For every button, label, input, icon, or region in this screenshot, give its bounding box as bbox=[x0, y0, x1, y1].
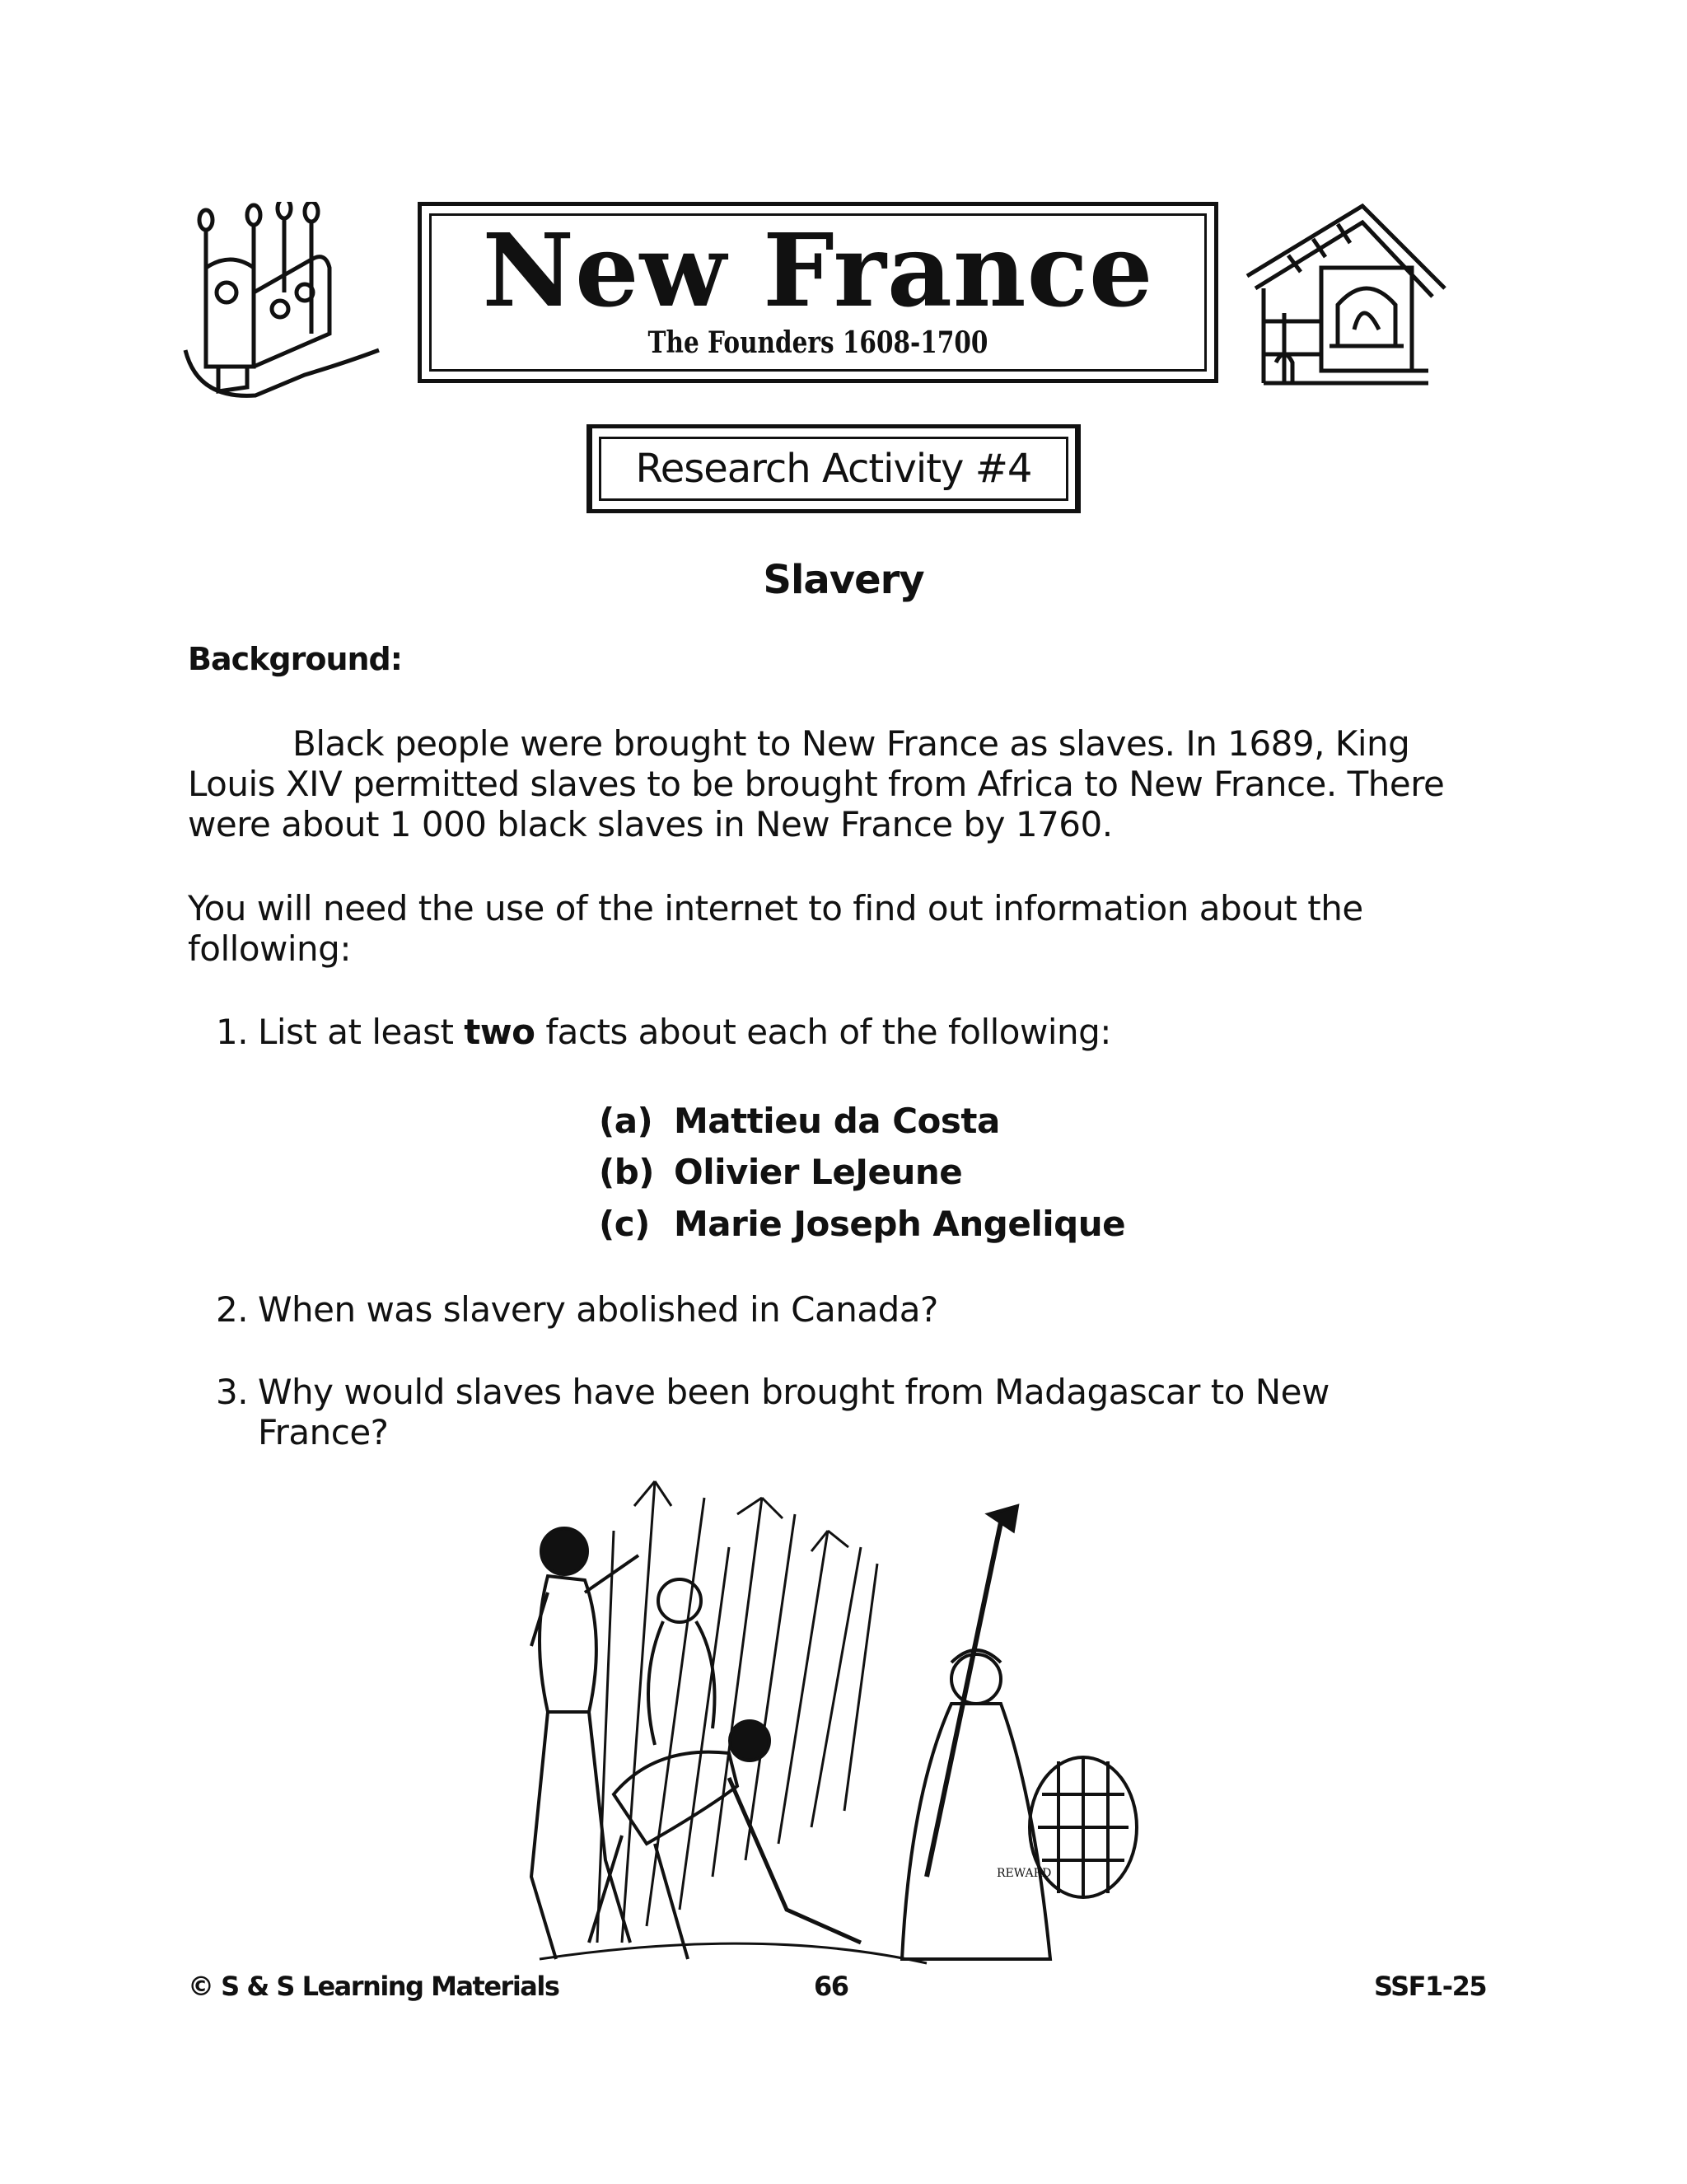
question-emphasis: two bbox=[464, 1012, 535, 1052]
subitem-a bbox=[599, 1101, 1000, 1141]
question-number: 3. bbox=[216, 1372, 249, 1412]
question-number: 2. bbox=[216, 1289, 249, 1330]
question-text: When was slavery abolished in Canada? bbox=[258, 1289, 938, 1330]
question-text: Why would slaves have been brought from Madagascar to New France? bbox=[258, 1372, 1330, 1452]
footer-copyright: © S & S Learning Materials bbox=[188, 1971, 559, 2002]
question-text-part: facts about each of the following: bbox=[535, 1012, 1111, 1052]
page-subtitle: The Founders 1608-1700 bbox=[647, 325, 988, 360]
section-heading: Slavery bbox=[763, 557, 924, 603]
question-text bbox=[258, 1012, 1411, 1052]
question-number: 1. bbox=[216, 1012, 249, 1052]
activity-label-box bbox=[586, 424, 1081, 513]
subitem-label: (b) bbox=[599, 1152, 654, 1192]
slavery-illustration bbox=[515, 1448, 1145, 1980]
footer-code: SSF1-25 bbox=[1374, 1971, 1487, 2002]
title-banner bbox=[418, 202, 1218, 383]
illustration-signature: REWARD bbox=[997, 1867, 1052, 1880]
subitem-name: Marie Joseph Angelique bbox=[674, 1204, 1126, 1244]
subitem-b bbox=[599, 1152, 962, 1192]
crop-stalks bbox=[597, 1481, 877, 1943]
background-text: Black people were brought to New France as slaves. In 1689, King Louis XIV permitted slaves to be brought from Africa to New France. There were about 1 000 black slaves in New France by 1760. bbox=[188, 723, 1445, 844]
subitem-label: (a) bbox=[599, 1101, 653, 1141]
bake-oven-illustration bbox=[1239, 198, 1457, 391]
background-label: Background: bbox=[188, 641, 402, 677]
subitem-label: (c) bbox=[599, 1204, 650, 1244]
footer-page-number: 66 bbox=[814, 1971, 848, 2002]
background-paragraph bbox=[188, 723, 1473, 844]
subitem-name: Olivier LeJeune bbox=[674, 1152, 963, 1192]
subitem-name: Mattieu da Costa bbox=[674, 1101, 1000, 1141]
instructions-text: You will need the use of the internet to find out information about the following: bbox=[188, 888, 1363, 969]
cradle-illustration bbox=[181, 202, 400, 404]
question-text-part: List at least bbox=[258, 1012, 465, 1052]
page-title: New France bbox=[482, 211, 1154, 330]
subitem-c bbox=[599, 1204, 1125, 1244]
activity-label: Research Activity #4 bbox=[599, 437, 1068, 501]
